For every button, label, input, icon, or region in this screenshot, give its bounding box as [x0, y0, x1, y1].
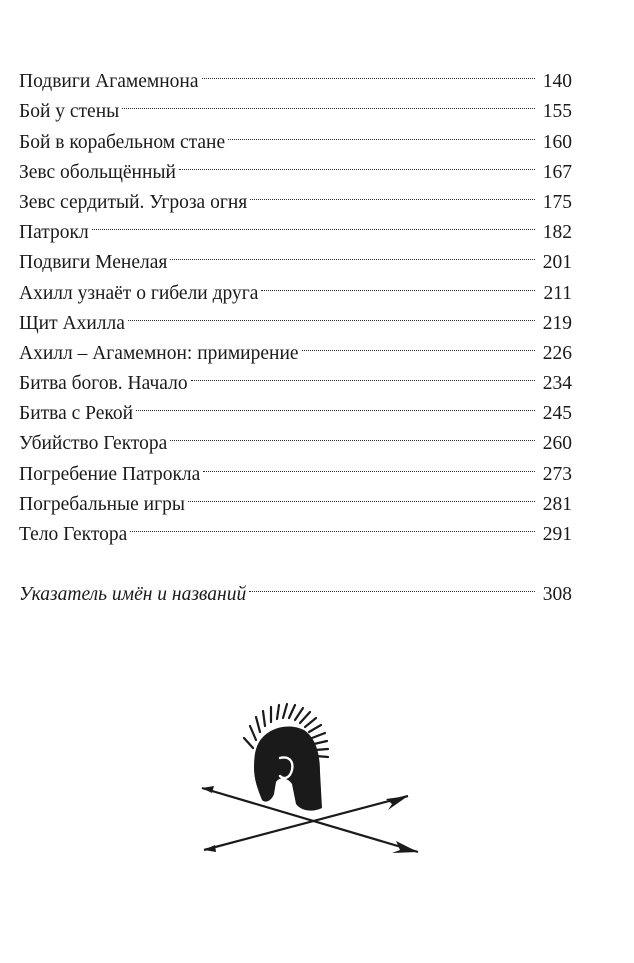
toc-entry-page: 291 — [542, 524, 572, 545]
toc-entry-page: 175 — [542, 191, 572, 213]
toc-entry-page: 234 — [542, 373, 572, 395]
toc-leader-dots — [122, 87, 535, 117]
toc-entry-title: Битва богов. Начало — [19, 373, 188, 395]
toc-index-entry — [19, 570, 572, 606]
toc-leader-dots — [261, 268, 535, 298]
toc-leader-dots — [170, 238, 535, 268]
toc-entry-page: 219 — [542, 312, 572, 334]
toc-entry-title: Тело Гектора — [19, 524, 128, 545]
toc-leader-dots — [130, 510, 535, 540]
toc-leader-dots — [179, 148, 535, 178]
toc-entry-page: 211 — [543, 282, 572, 304]
toc-entry — [19, 208, 572, 244]
toc-entry-page: 226 — [542, 342, 572, 364]
toc-entry-title: Ахилл узнаёт о гибели друга — [19, 282, 259, 304]
toc-leader-dots — [250, 178, 535, 208]
toc-entry-title: Подвиги Менелая — [19, 252, 168, 274]
toc-leader-dots — [92, 208, 535, 238]
toc-entry-title: Патрокл — [19, 222, 89, 244]
crested-helmet-with-crossed-spears-icon — [196, 700, 426, 870]
helmet-body-icon — [254, 726, 322, 810]
toc-leader-dots — [249, 570, 535, 600]
toc-entry-title: Погребальные игры — [19, 493, 185, 515]
toc-leader-dots — [302, 329, 535, 359]
toc-entry-page: 167 — [542, 161, 572, 183]
toc-entry-title: Ахилл – Агамемнон: примирение — [19, 342, 299, 364]
toc-index-title: Указатель имён и названий — [19, 584, 247, 606]
toc-entry-title: Щит Ахилла — [19, 312, 125, 334]
toc-entry-page: 245 — [542, 403, 572, 425]
toc-entry-title: Битва с Рекой — [19, 403, 134, 425]
spear-head-icon — [386, 796, 408, 810]
toc-entry-page: 140 — [542, 71, 572, 93]
toc-leader-dots — [136, 389, 535, 419]
toc-entry-page: 160 — [542, 131, 572, 153]
toc-leader-dots — [188, 480, 535, 510]
toc-entry-page: 281 — [542, 493, 572, 515]
toc-entry-title: Подвиги Агамемнона — [19, 71, 199, 93]
toc-entry-page: 182 — [542, 222, 572, 244]
toc-entry-title: Убийство Гектора — [19, 433, 168, 455]
toc-entry — [19, 57, 572, 93]
toc-leader-dots — [128, 299, 535, 329]
toc-leader-dots — [228, 117, 535, 147]
toc-entry-title: Бой у стены — [19, 101, 120, 123]
toc-entry-page: 260 — [542, 433, 572, 455]
toc-leader-dots — [202, 57, 536, 87]
spear-head-icon — [392, 841, 418, 853]
toc-index-page: 308 — [542, 584, 572, 606]
table-of-contents — [19, 57, 572, 545]
toc-entry — [19, 238, 572, 274]
toc-entry-page: 155 — [542, 101, 572, 123]
toc-entry-title: Зевс сердитый. Угроза огня — [19, 191, 248, 213]
toc-entry-title: Погребение Патрокла — [19, 463, 201, 485]
toc-leader-dots — [170, 419, 535, 449]
toc-entry-title: Зевс обольщённый — [19, 161, 176, 183]
toc-entry-title: Бой в корабельном стане — [19, 131, 226, 153]
toc-leader-dots — [203, 449, 535, 479]
toc-leader-dots — [191, 359, 535, 389]
toc-entry-page: 273 — [542, 463, 572, 485]
toc-entry-page: 201 — [542, 252, 572, 274]
